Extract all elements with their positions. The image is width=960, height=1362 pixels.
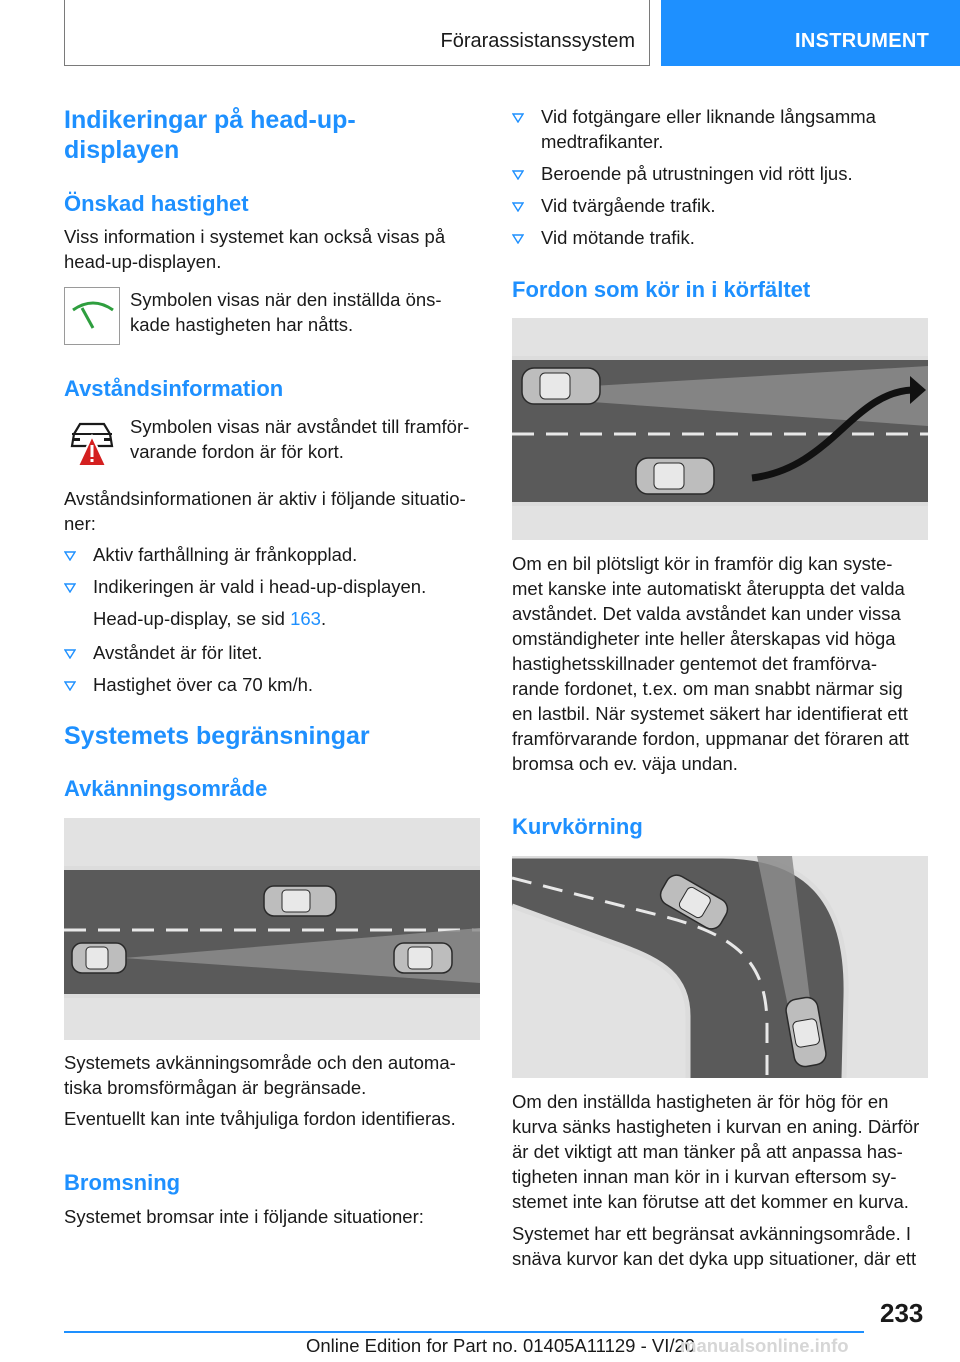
- paragraph-fordon-8: framförvarande fordon, uppmanar det föraren att: [512, 728, 909, 749]
- footer-watermark: manualsonline.info: [680, 1335, 849, 1356]
- heading-bromsning: Bromsning: [64, 1170, 181, 1195]
- list-item: [512, 193, 716, 218]
- heading-kurvkorning: Kurvkörning: [512, 814, 643, 839]
- paragraph-avstand-1: Avståndsinformationen är aktiv i följande situatio-: [64, 488, 466, 509]
- symbol1-text-2: kade hastigheten har nåtts.: [130, 314, 354, 335]
- curve-driving-illustration: [512, 856, 928, 1078]
- paragraph-system-2: tiska bromsförmågan är begränsade.: [64, 1077, 367, 1098]
- list-item-text: Avståndet är för litet.: [93, 642, 263, 663]
- heading-systemets-begransningar: Systemets begränsningar: [64, 722, 370, 750]
- paragraph-bromsning: Systemet bromsar inte i följande situationer:: [64, 1206, 424, 1227]
- paragraph-kurv-3: är det viktigt att man tänker på att anpassa has-: [512, 1141, 903, 1162]
- bullet-triangle-icon: [64, 681, 76, 691]
- paragraph-fordon-2: met kanske inte automatiskt återuppta det valda: [512, 578, 905, 599]
- page-number: 233: [880, 1298, 924, 1328]
- list-item-text: Hastighet över ca 70 km/h.: [93, 674, 314, 695]
- paragraph-fordon-3: avståndet. Det valda avståndet kan under vissa: [512, 603, 901, 624]
- paragraph-avstand-2: ner:: [64, 513, 96, 534]
- list-item-text: Aktiv farthållning är frånkopplad.: [93, 544, 358, 565]
- paragraph-fordon-1: Om en bil plötsligt kör in framför dig kan syste-: [512, 553, 893, 574]
- car-other-lane: [264, 886, 336, 916]
- footer-edition: Online Edition for Part no. 01405A11129 - VI/20: [306, 1335, 696, 1356]
- list-item: [512, 225, 695, 250]
- footer-divider: [64, 1331, 864, 1333]
- header-section-title: Förarassistanssystem: [440, 30, 635, 52]
- heading-onskad-hastighet: Önskad hastighet: [64, 191, 249, 216]
- speed-reached-icon: [64, 287, 120, 345]
- list-item-text: Vid mötande trafik.: [541, 227, 695, 248]
- bullet-triangle-icon: [512, 234, 524, 244]
- list-item-continuation: medtrafikanter.: [541, 131, 664, 152]
- paragraph-fordon-9: bromsa och ev. väja undan.: [512, 753, 738, 774]
- paragraph-info-2: head-up-displayen.: [64, 251, 222, 272]
- bullet-triangle-icon: [64, 583, 76, 593]
- paragraph-tvahjuliga: Eventuellt kan inte tvåhjuliga fordon identifieras.: [64, 1108, 456, 1129]
- heading-head-up: Indikeringar på head-up-: [64, 106, 356, 134]
- list-item-text: Vid fotgängare eller liknande långsamma: [541, 106, 876, 127]
- paragraph-fordon-5: hastighetsskillnader gentemot det framförva-: [512, 653, 878, 674]
- heading-fordon-kor-in: Fordon som kör in i körfältet: [512, 277, 811, 302]
- car-ahead-same-lane: [394, 943, 452, 973]
- hud-reference: [93, 606, 326, 631]
- car-ego: [72, 943, 126, 973]
- list-item: [64, 672, 313, 697]
- bullet-triangle-icon: [64, 649, 76, 659]
- bullet-triangle-icon: [512, 202, 524, 212]
- paragraph-system-1: Systemets avkänningsområde och den automa-: [64, 1052, 456, 1073]
- list-item: [64, 542, 357, 567]
- bullet-triangle-icon: [512, 113, 524, 123]
- detection-area-illustration: [64, 818, 480, 1040]
- paragraph-limit-2: snäva kurvor kan det dyka upp situationer, där ett: [512, 1248, 917, 1269]
- list-item: [64, 640, 262, 665]
- paragraph-limit-1: Systemet har ett begränsat avkänningsområde. I: [512, 1223, 911, 1244]
- list-item-text: Beroende på utrustningen vid rött ljus.: [541, 163, 853, 184]
- paragraph-kurv-5: stemet inte kan förutse att det kommer en kurva.: [512, 1191, 909, 1212]
- symbol2-text-1: Symbolen visas när avståndet till framför-: [130, 416, 470, 437]
- symbol2-text-2: varande fordon är för kort.: [130, 441, 344, 462]
- heading-head-up-2: displayen: [64, 136, 180, 164]
- list-item-text: Indikeringen är vald i head-up-displayen.: [93, 576, 427, 597]
- header-section-box: [64, 0, 650, 66]
- paragraph-fordon-4: omständigheter inte heller återskapas vid höga: [512, 628, 896, 649]
- list-item: [512, 161, 853, 186]
- bullet-triangle-icon: [64, 551, 76, 561]
- hud-reference-text: Head-up-display, se sid: [93, 608, 291, 629]
- car-cutting-in: [636, 458, 714, 494]
- heading-avstandsinformation: Avståndsinformation: [64, 376, 284, 401]
- distance-warning-icon: [64, 414, 120, 472]
- header-chapter-tab[interactable]: [661, 0, 960, 66]
- page-link-163[interactable]: 163: [290, 608, 321, 629]
- list-item-text: Vid tvärgående trafik.: [541, 195, 716, 216]
- car-ego: [522, 368, 600, 404]
- list-item: [512, 104, 876, 129]
- paragraph-kurv-4: tigheten innan man kör in i kurvan eftersom sy-: [512, 1166, 897, 1187]
- paragraph-info-1: Viss information i systemet kan också visas på: [64, 226, 446, 247]
- paragraph-kurv-2: kurva sänks hastigheten i kurvan en aning. Därför: [512, 1116, 920, 1137]
- paragraph-kurv-1: Om den inställda hastigheten är för hög för en: [512, 1091, 889, 1112]
- header-chapter-label: INSTRUMENT: [795, 30, 930, 52]
- list-item: [64, 574, 426, 599]
- hud-reference-end: .: [320, 608, 327, 629]
- heading-avkanningsomrade: Avkänningsområde: [64, 776, 268, 801]
- paragraph-fordon-7: en lastbil. När systemet säkert har identifierat ett: [512, 703, 908, 724]
- cut-in-illustration: [512, 318, 928, 540]
- symbol1-text-1: Symbolen visas när den inställda öns-: [130, 289, 442, 310]
- bullet-triangle-icon: [512, 170, 524, 180]
- paragraph-fordon-6: rande fordonet, t.ex. om man snabbt närmar sig: [512, 678, 903, 699]
